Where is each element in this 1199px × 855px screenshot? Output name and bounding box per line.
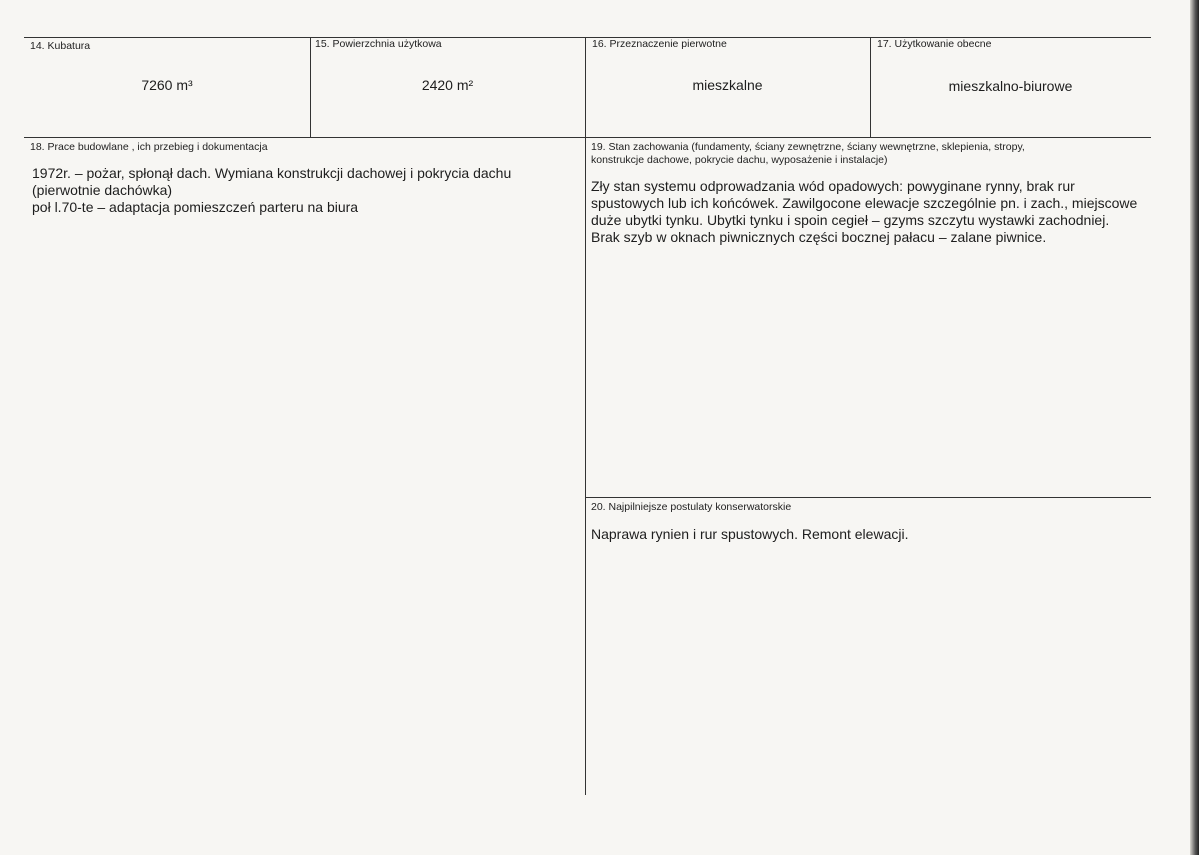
row-rule	[24, 137, 1151, 138]
text-line: Zły stan systemu odprowadzania wód opadowych: powyginane rynny, brak rur	[591, 178, 1075, 194]
field-17-label: 17. Użytkowanie obecne	[877, 38, 992, 50]
label-line: konstrukcje dachowe, pokrycie dachu, wyposażenie i instalacje)	[591, 154, 888, 166]
divider	[585, 37, 586, 795]
field-16-value: mieszkalne	[692, 77, 763, 93]
section-20-rule	[585, 497, 1151, 498]
field-18-text	[32, 165, 511, 216]
text-line: (pierwotnie dachówka)	[32, 182, 173, 198]
field-19-text	[591, 178, 1137, 246]
field-15-value: 2420 m²	[421, 77, 474, 93]
field-17-value: mieszkalno-biurowe	[948, 78, 1073, 94]
field-18-label: 18. Prace budowlane , ich przebieg i dokumentacja	[30, 141, 268, 153]
text-line: poł l.70-te – adaptacja pomieszczeń parteru na biura	[32, 199, 359, 215]
field-20-text: Naprawa rynien i rur spustowych. Remont elewacji.	[591, 526, 909, 542]
field-16-label: 16. Przeznaczenie pierwotne	[592, 38, 727, 50]
field-19-label	[591, 141, 1025, 167]
text-line: 1972r. – pożar, spłonął dach. Wymiana konstrukcji dachowej i pokrycia dachu	[32, 165, 512, 181]
text-line: spustowych lub ich końcówek. Zawilgocone elewacje szczególnie pn. i zach., miejscowe	[591, 195, 1138, 211]
field-14-value: 7260 m³	[141, 77, 193, 93]
text-line: Brak szyb w oknach piwnicznych części bocznej pałacu – zalane piwnice.	[591, 229, 1047, 245]
field-14-label: 14. Kubatura	[30, 40, 91, 52]
text-line: duże ubytki tynku. Ubytki tynku i spoin cegieł – gzyms szczytu wystawki zachodniej.	[591, 212, 1110, 228]
field-20-label: 20. Najpilniejsze postulaty konserwatorskie	[591, 501, 792, 513]
label-line: 19. Stan zachowania (fundamenty, ściany zewnętrzne, ściany wewnętrzne, sklepienia, stropy,	[591, 141, 1025, 153]
scan-edge	[1190, 0, 1199, 855]
field-15-label: 15. Powierzchnia użytkowa	[315, 38, 442, 50]
